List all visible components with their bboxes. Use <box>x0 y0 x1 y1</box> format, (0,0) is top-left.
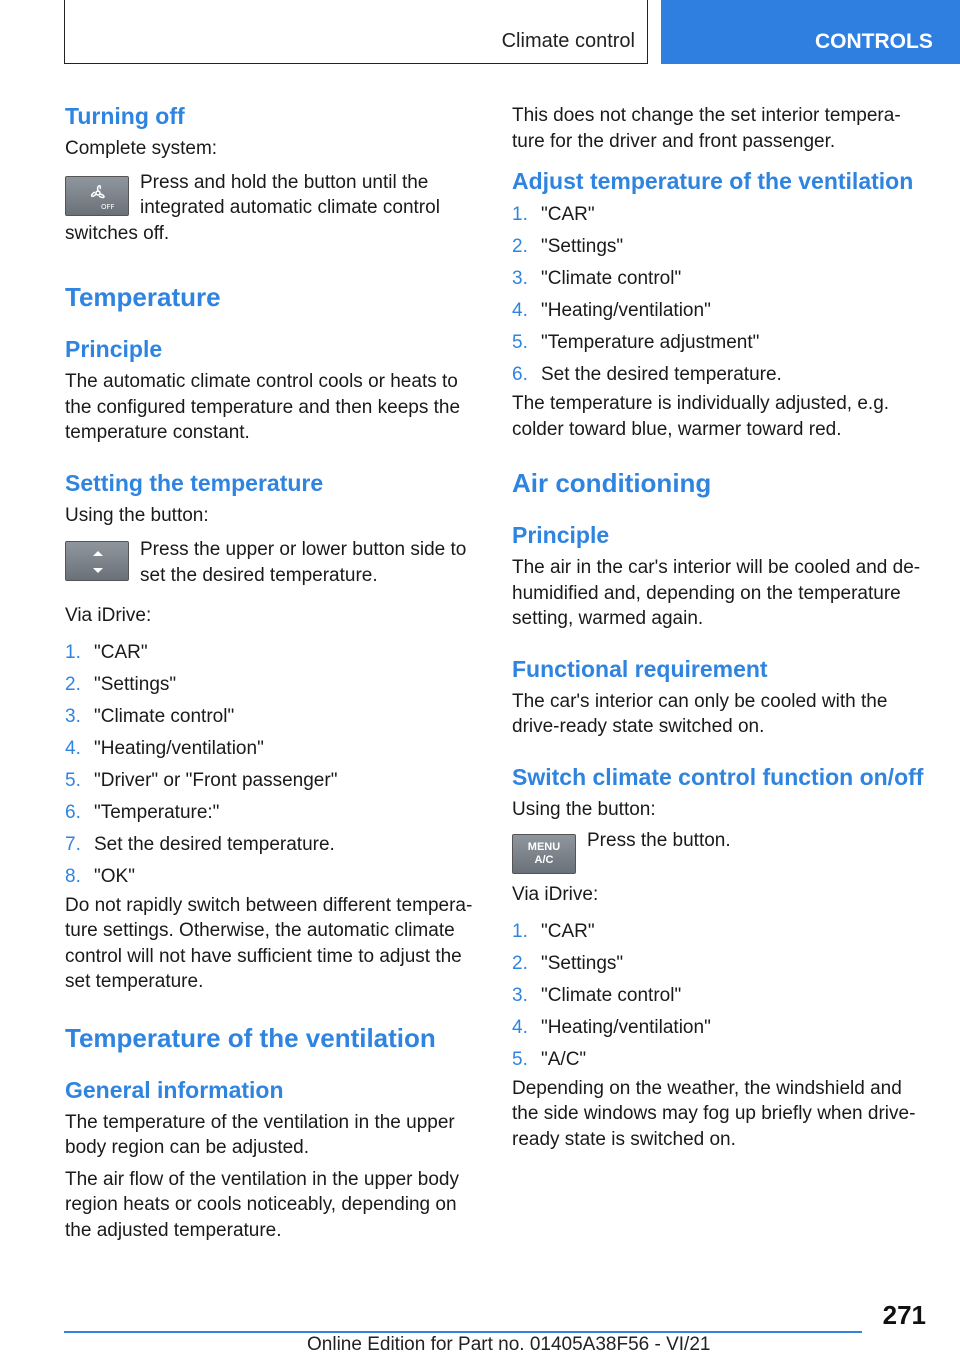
list-item: 2. "Settings" <box>65 673 177 695</box>
using-button-label: Using the button: <box>65 504 209 526</box>
list-item: 7. Set the desired temperature. <box>65 833 335 855</box>
via-idrive-label: Via iDrive: <box>65 605 152 626</box>
left-column <box>65 100 481 1243</box>
temp-button-image <box>65 541 129 581</box>
list-item: 3. "Climate control" <box>65 705 235 727</box>
list-item: 2. "Settings" <box>512 236 624 257</box>
list-item: 5. "Driver" or "Front passenger" <box>65 769 338 791</box>
heading-setting-temperature: Setting the temperature <box>65 469 324 496</box>
list-item: 4. "Heating/ventilation" <box>65 737 264 759</box>
heading-air-conditioning: Air conditioning <box>512 468 712 498</box>
heading-temperature: Temperature <box>65 282 221 312</box>
temperature-note: Do not rapidly switch between different tempera-ture settings. Otherwise, the automatic climate control will not have sufficient time to adjust the set temperature. <box>65 894 473 992</box>
list-item: 5. "A/C" <box>512 1048 587 1070</box>
page-number: 271 <box>882 1300 926 1330</box>
list-item: 3. "Climate control" <box>512 268 682 289</box>
menu-ac-label-bottom: A/C <box>534 854 554 866</box>
list-item: 3. "Climate control" <box>512 984 682 1006</box>
footer-divider <box>64 1331 862 1333</box>
list-item: 4. "Heating/ventilation" <box>512 1016 711 1038</box>
fan-off-text-line1: Press and hold the button until the <box>140 171 429 193</box>
fan-off-button-image <box>65 176 129 216</box>
heading-turning-off: Turning off <box>65 103 185 129</box>
heading-principle: Principle <box>65 336 163 362</box>
ac-requirement-text: The car's interior can only be cooled with the drive-ready state switched on. <box>512 690 888 737</box>
heading-ac-principle: Principle <box>512 522 610 548</box>
fan-off-text-line3: switches off. <box>65 222 170 244</box>
header-section-box <box>64 0 648 64</box>
list-item: 4. "Heating/ventilation" <box>512 300 711 321</box>
list-item: 6. Set the desired temperature. <box>512 364 782 385</box>
menu-ac-label-top: MENU <box>527 841 561 853</box>
principle-text: The automatic climate control cools or heats to the configured temperature and then keeps the temperature constant. <box>65 371 461 443</box>
fan-off-text-line2: integrated automatic climate control <box>140 197 440 218</box>
ac-principle-text: The air in the car's interior will be cooled and de-humidified and, depending on the temperature setting, warmed again. <box>512 557 921 629</box>
list-item: 5. "Temperature adjustment" <box>512 332 760 353</box>
ac-using-button: Using the button: <box>512 798 656 820</box>
general-text-2: The air flow of the ventilation in the upper body region heats or cools noticeably, depending on the adjusted temperature. <box>65 1168 459 1241</box>
heading-switch-climate: Switch climate control function on/off <box>512 763 924 790</box>
fan-off-button-row <box>65 170 481 222</box>
footer-edition: Online Edition for Part no. 01405A38F56 - VI/21 <box>307 1334 711 1355</box>
list-item: 1. "CAR" <box>512 204 595 225</box>
svg-text:OFF: OFF <box>101 202 115 211</box>
ac-via-idrive: Via iDrive: <box>512 884 599 905</box>
ac-steps-list <box>512 916 928 1076</box>
temp-button-text: Press the upper or lower button side to set the desired temperature. <box>140 539 467 586</box>
heading-adjust-ventilation: Adjust temperature of the ventilation <box>512 168 914 194</box>
adjust-steps-list <box>512 199 928 391</box>
heading-ventilation-temp: Temperature of the ventilation <box>65 1022 436 1053</box>
general-text-1: The temperature of the ventilation in the upper body region can be adjusted. <box>65 1111 455 1158</box>
ventilation-intro: This does not change the set interior tempera-ture for the driver and front passenger. <box>512 105 901 152</box>
ac-button-row <box>512 828 928 878</box>
list-item: 2. "Settings" <box>512 952 624 974</box>
right-column <box>512 100 928 1152</box>
heading-general-info: General information <box>65 1076 284 1103</box>
up-down-arrows-icon <box>66 542 130 582</box>
temp-button-row <box>65 537 481 589</box>
turning-off-intro: Complete system: <box>65 138 218 159</box>
header-tab-controls <box>661 0 960 64</box>
ac-button-text: Press the button. <box>587 830 731 851</box>
temperature-steps-list <box>65 637 481 893</box>
adjust-note: The temperature is individually adjusted, e.g. colder toward blue, warmer toward red. <box>512 393 890 440</box>
list-item: 6. "Temperature:" <box>65 801 220 823</box>
menu-ac-button-image <box>512 834 576 874</box>
fan-off-icon <box>66 177 130 217</box>
ac-note: Depending on the weather, the windshield and the side windows may fog up briefly when drive-ready state is switched on. <box>512 1077 916 1150</box>
list-item: 1. "CAR" <box>512 920 595 942</box>
heading-functional-requirement: Functional requirement <box>512 655 768 682</box>
header-section-title: Climate control <box>501 30 635 52</box>
list-item: 1. "CAR" <box>65 641 148 663</box>
header-tab-label: CONTROLS <box>815 30 933 53</box>
list-item: 8. "OK" <box>65 865 135 887</box>
